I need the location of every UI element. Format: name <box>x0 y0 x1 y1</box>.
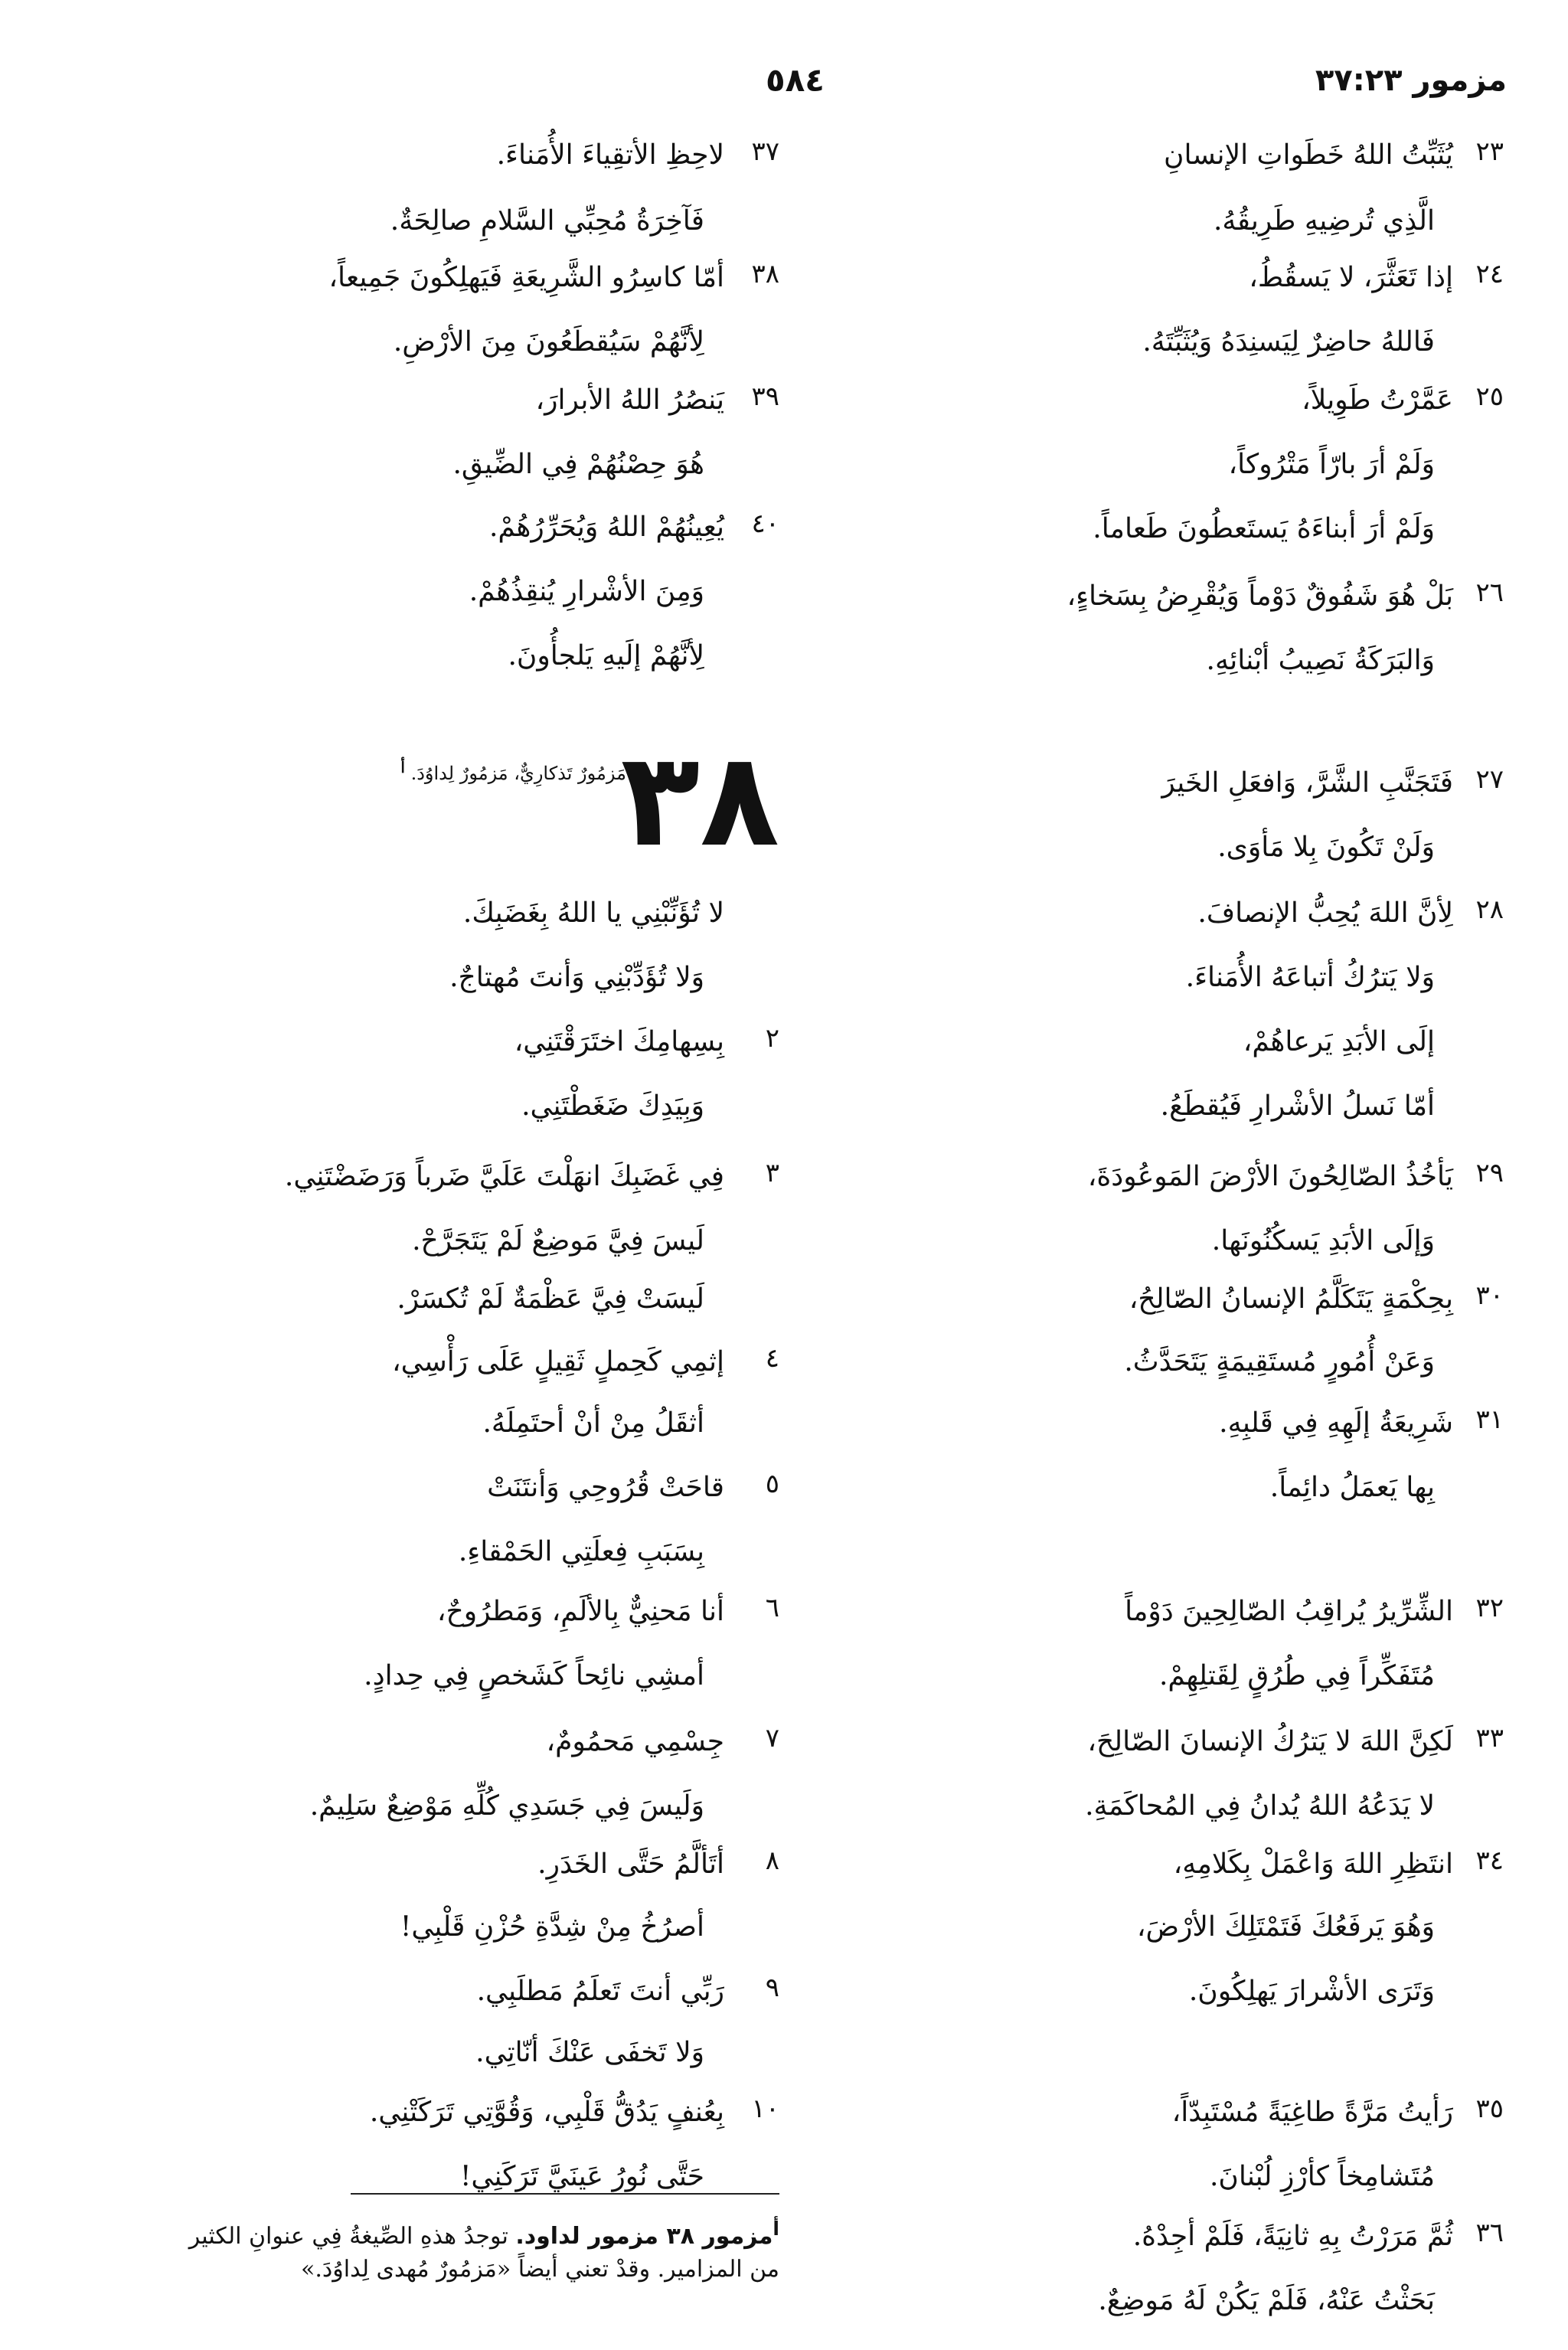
verse-number: ٢٧ <box>1475 764 1504 795</box>
footnote-bold: مزمور ٣٨ مزمور لداود. <box>515 2223 773 2250</box>
verse-line: لِأنَّهُمْ سَيُقطَعُونَ مِنَ الأرْضِ. <box>393 326 704 358</box>
verse-line: الشِّرِّيرُ يُراقِبُ الصّالِحِينَ دَوْماً <box>1125 1596 1453 1627</box>
verse-line: وَلَيسَ فِي جَسَدِي كُلِّهِ مَوْضِعٌ سَلِيمٌ. <box>309 1790 704 1822</box>
verse-line: فَآخِرَةُ مُحِبِّي السَّلامِ صالِحَةٌ. <box>390 205 704 237</box>
footnote-divider <box>351 2193 779 2195</box>
verse-line: بَلْ هُوَ شَفُوقٌ دَوْماً وَيُقْرِضُ بِسَخاءٍ، <box>1067 580 1453 612</box>
verse-line: وَلَمْ أرَ أبناءَهُ يَستَعطُونَ طَعاماً. <box>1093 513 1435 544</box>
verse-number: ٣٣ <box>1475 1723 1504 1754</box>
verse-line: أمّا كاسِرُو الشَّرِيعَةِ فَيَهلِكُونَ جَمِيعاً، <box>328 262 724 293</box>
verse-line: وَعَنْ أُمُورٍ مُستَقِيمَةٍ يَتَحَدَّثُ. <box>1124 1346 1435 1378</box>
verse-line: يَنصُرُ اللهُ الأبرارَ، <box>535 384 724 416</box>
verse-line: لا تُؤَنِّبْنِي يا اللهُ بِغَضَبِكَ. <box>462 897 724 929</box>
verse-number: ٣٢ <box>1475 1593 1504 1623</box>
footnote-line-1 <box>189 2218 779 2250</box>
verse-line: مُتَشامِخاً كأرْزِ لُبْنانَ. <box>1209 2161 1435 2192</box>
footnote-marker: أ <box>400 758 405 776</box>
verse-line: فَتَجَنَّبِ الشَّرَّ، وَافعَلِ الخَيرَ <box>1161 767 1453 799</box>
verse-number: ٢٦ <box>1475 577 1504 608</box>
psalm-superscription <box>400 758 626 784</box>
verse-line: إذا تَعَثَّرَ، لا يَسقُطُ، <box>1249 262 1453 293</box>
verse-line: لِأنَّهُمْ إلَيهِ يَلجأُونَ. <box>508 640 704 672</box>
verse-number: ٣٤ <box>1475 1845 1504 1876</box>
verse-line: أمشِي نائِحاً كَشَخصٍ فِي حِدادٍ. <box>364 1660 704 1691</box>
verse-number: ١٠ <box>751 2093 779 2124</box>
verse-number: ٢ <box>765 1023 779 1054</box>
page-number: ٥٨٤ <box>766 61 825 99</box>
verse-line: لا يَدَعُهُ اللهُ يُدانُ فِي المُحاكَمَةِ. <box>1085 1790 1435 1822</box>
verse-number: ٣١ <box>1475 1404 1504 1435</box>
verse-number: ٢٥ <box>1475 381 1504 412</box>
verse-line: وَهُوَ يَرفَعُكَ فَتَمْتَلِكَ الأرْضَ، <box>1136 1911 1435 1943</box>
running-header-title: مزمور ٣٧:٢٣ <box>1315 63 1507 98</box>
verse-line: أصرُخُ مِنْ شِدَّةِ حُزْنِ قَلْبِي! <box>400 1911 704 1943</box>
verse-line: إثمِي كَحِملٍ ثَقِيلٍ عَلَى رَأْسِي، <box>391 1346 724 1378</box>
verse-line: بِسَبَبِ فِعلَتِي الحَمْقاءِ. <box>458 1536 704 1567</box>
verse-number: ٣٩ <box>751 381 779 412</box>
verse-number: ٣٨ <box>751 259 779 289</box>
verse-line: رَبِّي أنتَ تَعلَمُ مَطلَبِي. <box>476 1976 724 2007</box>
verse-line: لاحِظِ الأتقِياءَ الأُمَناءَ. <box>496 139 724 171</box>
verse-line: الَّذِي تُرضِيهِ طَرِيقُهُ. <box>1213 205 1435 237</box>
verse-number: ٤ <box>765 1343 779 1374</box>
verse-line: مُتَفَكِّراً فِي طُرُقٍ لِقَتلِهِمْ. <box>1158 1660 1435 1691</box>
verse-line: فِي غَضَبِكَ انهَلْتَ عَلَيَّ ضَرباً وَرَضَضْتَنِي. <box>284 1161 724 1192</box>
verse-number: ٢٤ <box>1475 259 1504 289</box>
verse-line: وَتَرَى الأشْرارَ يَهلِكُونَ. <box>1188 1976 1435 2007</box>
verse-line: وَبِيَدِكَ ضَغَطْتَنِي. <box>521 1090 704 1122</box>
verse-number: ٣٠ <box>1475 1280 1504 1311</box>
verse-line: جِسْمِي مَحمُومٌ، <box>546 1726 724 1757</box>
verse-line: بِحِكْمَةٍ يَتَكَلَّمُ الإنسانُ الصّالِحُ، <box>1129 1283 1453 1315</box>
verse-line: وَلَمْ أرَ بارّاً مَتْرُوكاً، <box>1228 449 1435 480</box>
verse-line: حَتَّى نُورُ عَينَيَّ تَرَكَنِي! <box>459 2161 704 2192</box>
verse-number: ٤٠ <box>751 508 779 539</box>
superscription-text: مَزمُورٌ تَذكارِيٌّ، مَزمُورٌ لِداوُدَ. <box>410 763 626 784</box>
footnote-text-1: توجدُ هذهِ الصِّيغةُ فِي عنوانِ الكثير <box>188 2223 516 2250</box>
verse-line: بِسِهامِكَ اختَرَقْتَنِي، <box>514 1026 724 1057</box>
verse-number: ٨ <box>765 1845 779 1876</box>
verse-line: عَمَّرْتُ طَوِيلاً، <box>1302 384 1453 416</box>
verse-line: بِعُنفٍ يَدُقُّ قَلْبِي، وَقُوَّتِي تَرَكَتْنِي. <box>369 2097 724 2128</box>
verse-line: أتَألَّمُ حَتَّى الخَدَرِ. <box>537 1848 724 1880</box>
verse-number: ٢٩ <box>1475 1158 1504 1188</box>
verse-line: انتَظِرِ اللهَ وَاعْمَلْ بِكَلامِهِ، <box>1173 1848 1453 1880</box>
verse-number: ٢٨ <box>1475 894 1504 925</box>
verse-line: يُعِينُهُمْ اللهُ وَيُحَرِّرُهُمْ. <box>488 512 724 543</box>
verse-line: لَيسَ فِيَّ مَوضِعٌ لَمْ يَتَجَرَّحْ. <box>412 1225 704 1257</box>
verse-line: شَرِيعَةُ إلَهِهِ فِي قَلبِهِ. <box>1219 1407 1453 1439</box>
verse-number: ٧ <box>765 1723 779 1754</box>
verse-line: وَالبَرَكَةُ نَصِيبُ أبْنائِهِ. <box>1206 645 1435 676</box>
verse-line: هُوَ حِصْنُهُمْ فِي الضِّيقِ. <box>452 449 704 480</box>
verse-number: ٢٣ <box>1475 136 1504 167</box>
verse-line: إلَى الأبَدِ يَرعاهُمْ، <box>1243 1026 1435 1057</box>
verse-number: ٦ <box>765 1593 779 1623</box>
verse-line: أنا مَحنِيٌّ بِالألَمِ، وَمَطرُوحٌ، <box>436 1596 724 1627</box>
verse-line: أمّا نَسلُ الأشْرارِ فَيُقطَعُ. <box>1160 1090 1435 1122</box>
verse-line: لَكِنَّ اللهَ لا يَترُكُ الإنسانَ الصّالِحَ، <box>1087 1726 1453 1757</box>
verse-number: ٣ <box>765 1158 779 1188</box>
verse-line: أثقَلُ مِنْ أنْ أحتَمِلَهُ. <box>482 1407 704 1439</box>
verse-line: يُثَبِّتُ اللهُ خَطَواتِ الإنسانِ <box>1164 139 1453 171</box>
verse-line: وَإلَى الأبَدِ يَسكُنُونَها. <box>1211 1225 1435 1257</box>
verse-line: وَمِنَ الأشْرارِ يُنقِذُهُمْ. <box>469 576 704 607</box>
verse-number: ٣٧ <box>751 136 779 167</box>
verse-line: وَلا تُؤَدِّبْنِي وَأنتَ مُهتاجٌ. <box>449 962 704 993</box>
verse-line: لِأنَّ اللهَ يُحِبُّ الإنصافَ. <box>1197 897 1453 929</box>
verse-number: ٣٥ <box>1475 2093 1504 2124</box>
verse-line: بِها يَعمَلُ دائِماً. <box>1269 1472 1435 1503</box>
verse-number: ٥ <box>765 1469 779 1499</box>
verse-line: رَأيتُ مَرَّةً طاغِيَةً مُسْتَبِدّاً، <box>1171 2097 1453 2128</box>
verse-line: لَيسَتْ فِيَّ عَظْمَةٌ لَمْ تُكسَرْ. <box>397 1283 704 1315</box>
verse-line: وَلا تَخفَى عَنْكَ أنّاتِي. <box>475 2037 704 2068</box>
psalm-number-heading: ٣٨ <box>620 724 779 876</box>
verse-line: بَحَثْتُ عَنْهُ، فَلَمْ يَكُنْ لَهُ مَوضِعٌ. <box>1098 2285 1435 2316</box>
verse-line: ثُمَّ مَرَرْتُ بِهِ ثانِيَةً، فَلَمْ أجِدْهُ. <box>1132 2221 1453 2252</box>
verse-line: يَأخُذُ الصّالِحُونَ الأرْضَ المَوعُودَةَ، <box>1087 1161 1453 1192</box>
footnote-line-2: من المزامير. وقدْ تعني أيضاً «مَزمُورٌ مُهدى لِداوُدَ.» <box>301 2256 779 2283</box>
footnote-marker-bottom: أ <box>773 2218 779 2240</box>
verse-line: وَلا يَترُكُ أتباعَهُ الأُمَناءَ. <box>1185 962 1435 993</box>
verse-line: قاحَتْ قُرُوحِي وَأنتَنَتْ <box>487 1472 724 1503</box>
verse-number: ٣٦ <box>1475 2218 1504 2248</box>
verse-number: ٩ <box>765 1972 779 2003</box>
verse-line: وَلَنْ تَكُونَ بِلا مَأوَى. <box>1217 832 1435 863</box>
verse-line: فَاللهُ حاضِرٌ لِيَسنِدَهُ وَيُثَبِّتَهُ. <box>1142 326 1435 358</box>
